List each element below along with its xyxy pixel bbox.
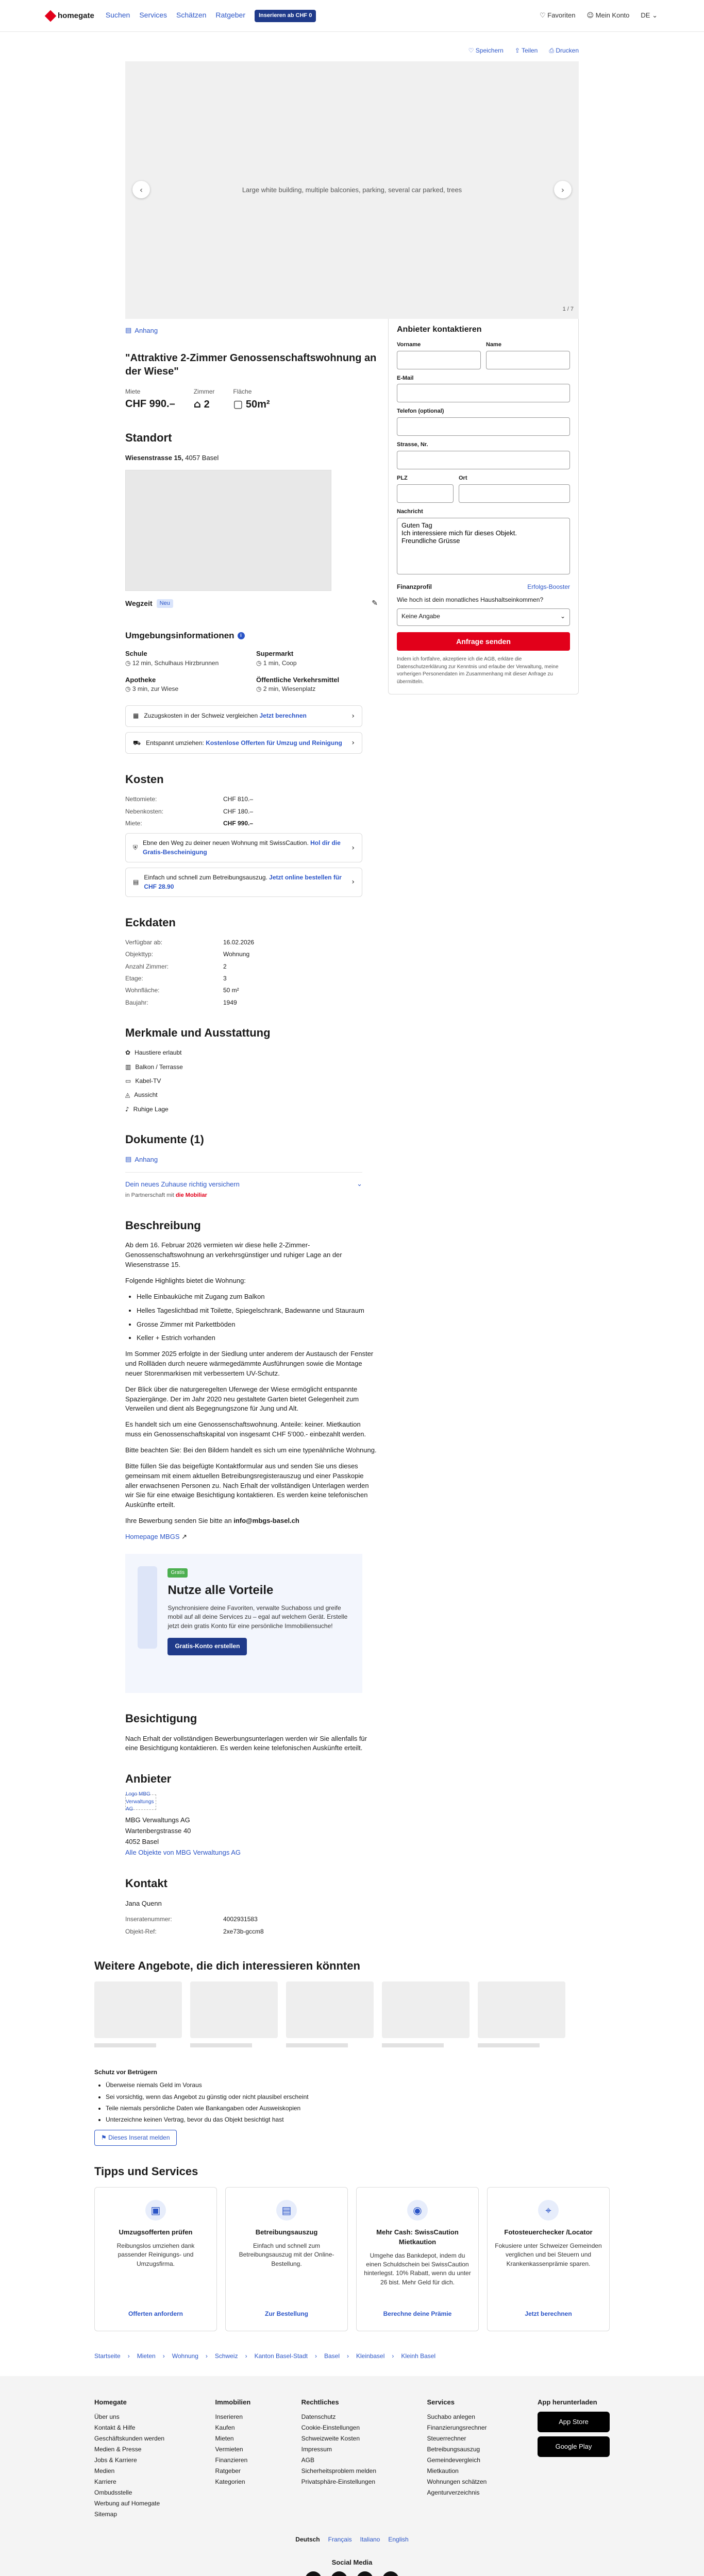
erfolgs-booster-link[interactable]: Erfolgs-Booster (527, 583, 570, 590)
fraud-protection: Schutz vor Betrügern • Überweise niemals Geld im Voraus • Sei vorsichtig, wenn das Angebot zu günstig oder nicht plausibel erscheint • Teile niemals persönliche Daten wie Bankangaben oder Ausweiskopien • Unterzeichne keinen Vertrag, bevor du das Objekt besichtigt hast ⚑ Dieses Inserat melden (94, 2068, 610, 2146)
paw-icon: ✿ (125, 1049, 131, 1057)
chevron-right-icon: › (351, 843, 355, 852)
chevron-right-icon: › (351, 711, 355, 720)
share-icon: ⇪ (514, 47, 520, 54)
gallery-next-button[interactable] (554, 181, 572, 198)
location-icon: ⌖ (538, 2200, 559, 2221)
attachment-link[interactable]: ▤ Anhang (125, 326, 378, 336)
anbieter-heading: Anbieter (125, 1772, 172, 1786)
language-links: Deutsch Français Italiano English (295, 2536, 409, 2544)
tip-card: ▤ Betreibungsauszug Einfach und schnell zum Betreibungsauszug mit der Online-Bestellung. Zur Bestellung (225, 2187, 348, 2331)
new-badge: Neu (157, 599, 173, 608)
share-button[interactable]: ⇪ Teilen (514, 47, 538, 54)
box-icon: ▣ (145, 2200, 166, 2221)
all-objects-link[interactable]: Alle Objekte von MBG Verwaltungs AG (125, 1848, 241, 1856)
tip-link[interactable]: Zur Bestellung (264, 2310, 308, 2317)
chevron-down-icon: ⌄ (560, 613, 565, 620)
balcony-icon: ▥ (125, 1063, 131, 1071)
tipps-heading: Tipps und Services (94, 2165, 198, 2178)
rent-label: Miete (125, 388, 141, 396)
nav-ratgeber[interactable]: Ratgeber (215, 11, 245, 20)
main-nav (106, 10, 316, 22)
account-link[interactable]: ☺ Mein Konto (586, 11, 630, 20)
email-input[interactable] (397, 384, 570, 402)
footer-col-rechtliches: Rechtliches Datenschutz Cookie-Einstellungen Schweizweite Kosten Impressum AGB Sicherheitsproblem melden Privatsphäre-Einstellungen (301, 2398, 377, 2486)
gallery-counter: 1 / 7 (562, 306, 574, 313)
clock-icon: ◷ (125, 685, 131, 693)
tip-link[interactable]: Jetzt berechnen (525, 2310, 572, 2317)
footer-col-immobilien: Immobilien Inserieren Kaufen Mieten Vermieten Finanzieren Ratgeber Kategorien (215, 2398, 251, 2486)
wegzeit-row[interactable]: Wegzeit Neu ✎ (125, 598, 378, 608)
amenities-grid: Schule ◷ 12 min, Schulhaus Hirzbrunnen Supermarkt ◷ 1 min, Coop Apotheke ◷ 3 min, zur Wiese Öffentliche Verkehrsmittel ◷ 2 min, Wiesenplatz (125, 650, 340, 693)
rooms-icon: ⌂ (193, 397, 202, 410)
heart-icon: ♡ (468, 47, 474, 54)
name-input[interactable] (486, 351, 570, 369)
beschreibung-heading: Beschreibung (125, 1218, 201, 1232)
rooms-value: 2 (204, 398, 210, 410)
kosten-table: Nettomiete: CHF 810.– Nebenkosten: CHF 180.– Miete: CHF 990.– (125, 795, 254, 827)
recommendation-card[interactable] (382, 1981, 470, 2047)
gratis-badge: Gratis (167, 1568, 188, 1578)
location-map[interactable] (125, 470, 331, 591)
main-content: ▤ Anhang "Attraktive 2-Zimmer Genossenschaftswohnung an der Wiese" Miete CHF 990.– Zimmer ⌂ 2 Fläche ▢ 50m² Standort Wiesenstrasse 15, 4057 Basel Wegzeit Neu ✎ Umgebungsinformationen i Schule ◷ 12 min, Schulhaus Hirzbrunnen Supermarkt ◷ 1 min, Coop Apotheke ◷ 3 min, zur Wiese Öffentliche Verkehrsmittel ◷ 2 min, Wiesenplatz ▦ Zuzugskosten in der Schweiz vergleichen Jetzt berechnen › ⛟ Entspannt umziehen: Kostenlose Offerten für Umzug und Reinigung › Kosten Nettomiete: CHF 810.– Nebenkosten: CHF 180.– Miete: CHF 990.– ⛨ Ebne den Weg zu deiner neuen Wohnung mit SwissCaution. Hol dir die Gratis-Bescheinigung › ▤ Einfach und schnell zum Betreibungsauszug. Jetzt online bestellen für CHF 28.90 › Eckdaten Verfügbar ab: 16.02.2026 Objekttyp: Wohnung Anzahl Zimmer: 2 Etage: 3 Wohnfläche: 50 m² Baujahr: 1949 Merkmale und Ausstattung ✿ Haustiere erlaubt ▥ Balkon / Terrasse ▭ Kabel-TV ◬ Aussicht ♪ Ruhige Lage Dokumente (1) ▤ Anhang Dein neues Zuhause richtig versichern in Partnerschaft mit die Mobiliar ⌄ Beschreibung Ab dem 16. Februar 2026 vermieten wir diese helle 2-Zimmer-Genossenschaftswohnung an verkehrsgünstiger und ruhiger Lage an der Wiesenstrasse 15. Folgende Highlights bietet die Wohnung: • Helle Einbauküche mit Zugang zum Balkon • Helles Tageslichtbad mit Toilette, Spiegelschrank, Badewanne und Stauraum • Grosse Zimmer mit Parkettböden • Keller + Estrich vorhanden Im Sommer 2025 erfolgte in der Siedlung unter anderem der Austausch der Fenster und Rollläden durch neuere wärmegedämmte Ausführungen sowie die Montage neuer Storenmarkisen mit verbessertem UV-Schutz. Der Blick über die naturgeregelten Uferwege der Wiese ermöglicht entspannte Spaziergänge. Der im Jahr 2020 neu gestaltete Garten bietet Gelegenheit zum Verweilen und dient als Begegnungszone für Jung und Alt. Es handelt sich um eine Genossenschaftswohnung. Anteile: keiner. Mietkaution muss ein Genossenschaftskapital von insgesamt CHF 5'000.- einbezahlt werden. Bitte beachten Sie: Bei den Bildern handelt es sich um eine typenähnliche Wohnung. Bitte füllen Sie das beigefügte Kontaktformular aus und senden Sie uns dieses gemeinsam mit einem aktuellen Betreibungsregisterauszug und einer Passkopie aller erwachsenen Personen zu. Nach Erhalt der vollständigen Unterlagen werden wir Sie für eine etwaige Besichtigung kontaktieren. Es werden keine telefonischen Auskünfte erteilt. Ihre Bewerbung senden Sie bitte an info@mbgs-basel.ch Homepage MBGS ↗ Gratis Nutze alle Vorteile Synchronisiere deine Favoriten, verwalte Suchaboss und greife mobil auf all deine Services zu – egal auf welchem Gerät. Erstelle jetzt dein gratis Konto für eine persönliche Immobiliensuche! Gratis-Konto erstellen Besichtigung Nach Erhalt der vollständigen Bewerbungsunterlagen werden wir Sie allenfalls für eine Besichtigung kontaktieren. Es werden keine telefonischen Auskünfte erteilt. Anbieter Logo MBG Verwaltungs AG MBG Verwaltungs AG Wartenbergstrasse 40 4052 Basel Alle Objekte von MBG Verwaltungs AG Kontakt Jana Quenn Inseratenummer: 4002931583 Objekt-Ref: 2xe73b-gccm8 (125, 319, 378, 1940)
linkedin-icon[interactable] (357, 2571, 373, 2576)
homepage-link[interactable]: Homepage MBGS (125, 1532, 180, 1540)
logo-mark-icon (45, 10, 57, 22)
heart-icon: ♡ (539, 12, 546, 20)
swisscaution-card[interactable]: ⛨ Ebne den Weg zu deiner neuen Wohnung mit SwissCaution. Hol dir die Gratis-Bescheinigung › (125, 833, 362, 862)
app-store-badge[interactable]: App Store (538, 2412, 610, 2432)
message-textarea[interactable] (397, 518, 570, 574)
contact-email[interactable]: info@mbgs-basel.ch (233, 1517, 299, 1525)
phone-input[interactable] (397, 417, 570, 436)
coin-icon: ◉ (407, 2200, 428, 2221)
view-icon: ◬ (125, 1091, 130, 1099)
tip-link[interactable]: Offerten anfordern (128, 2310, 183, 2317)
send-request-button[interactable]: Anfrage senden (397, 632, 570, 651)
google-play-badge[interactable]: Google Play (538, 2436, 610, 2457)
site-footer (0, 2376, 704, 2576)
instagram-icon[interactable] (382, 2571, 399, 2576)
image-gallery[interactable] (125, 61, 579, 319)
recommendation-card[interactable] (190, 1981, 278, 2047)
area-value: 50m² (245, 398, 270, 410)
quiet-icon: ♪ (125, 1105, 129, 1113)
umzug-offerten-card[interactable]: ⛟ Entspannt umziehen: Kostenlose Offerten für Umzug und Reinigung › (125, 732, 362, 754)
mobiliar-logo: die Mobiliar (175, 1192, 207, 1198)
key-facts (125, 387, 378, 412)
clock-icon: ◷ (125, 659, 131, 667)
gallery-image-alt: Large white building, multiple balconies, parking, several car parked, trees (242, 185, 462, 194)
area-icon: ▢ (233, 397, 243, 410)
tip-card: ▣ Umzugsofferten prüfen Reibungslos umziehen dank passender Reinigungs- und Umzugsfirma. Offerten anfordern (94, 2187, 217, 2331)
dokumente-heading: Dokumente (1) (125, 1133, 204, 1146)
recommendation-card[interactable] (286, 1981, 374, 2047)
insurance-accordion[interactable]: Dein neues Zuhause richtig versichern in Partnerschaft mit die Mobiliar ⌄ (125, 1180, 362, 1200)
description: Ab dem 16. Februar 2026 vermieten wir diese helle 2-Zimmer-Genossenschaftswohnung an verkehrsgünstiger und ruhiger Lage an der Wiesenstrasse 15. Folgende Highlights bietet die Wohnung: • Helle Einbauküche mit Zugang zum Balkon • Helles Tageslichtbad mit Toilette, Spiegelschrank, Badewanne und Stauraum • Grosse Zimmer mit Parkettböden • Keller + Estrich vorhanden Im Sommer 2025 erfolgte in der Siedlung unter anderem der Austausch der Fenster und Rollläden durch neuere wärmegedämmte Ausführungen sowie die Montage neuer Storenmarkisen mit verbessertem UV-Schutz. Der Blick über die naturgeregelten Uferwege der Wiese ermöglicht entspannte Spaziergänge. Der im Jahr 2020 neu gestaltete Garten bietet Gelegenheit zum Verweilen und dient als Begegnungszone für Jung und Alt. Es handelt sich um eine Genossenschaftswohnung. Anteile: keiner. Mietkaution muss ein Genossenschaftskapital von insgesamt CHF 5'000.- einbezahlt werden. Bitte beachten Sie: Bei den Bildern handelt es sich um eine typenähnliche Wohnung. Bitte füllen Sie das beigefügte Kontaktformular aus und senden Sie uns dieses gemeinsam mit einem aktuellen Betreibungsregisterauszug und einer Passkopie aller erwachsenen Personen zu. Nach Erhalt der vollständigen Unterlagen werden wir Sie für eine etwaige Besichtigung kontaktieren. Es werden keine telefonischen Auskünfte erteilt. Ihre Bewerbung senden Sie bitte an info@mbgs-basel.ch Homepage MBGS ↗ (125, 1241, 378, 1542)
homegate-logo[interactable]: homegate (46, 10, 94, 22)
recommendation-card[interactable] (94, 1981, 182, 2047)
info-icon[interactable]: i (238, 632, 245, 639)
youtube-icon[interactable] (331, 2571, 347, 2576)
chevron-right-icon: › (351, 739, 355, 748)
external-link-icon: ↗ (181, 1533, 188, 1541)
facebook-icon[interactable] (305, 2571, 322, 2576)
footer-col-homegate: Homegate Über uns Kontakt & Hilfe Geschäftskunden werden Medien & Presse Jobs & Karriere Medien Karriere Ombudsstelle Werbung auf Homegate Sitemap (94, 2398, 165, 2518)
footer-col-services: Services Suchabo anlegen Finanzierungsrechner Steuerrechner Betreibungsauszug Gemeindevergleich Mietkaution Wohnungen schätzen Agenturverzeichnis (427, 2398, 487, 2497)
gallery-toolbar (125, 32, 579, 61)
vorname-input[interactable] (397, 351, 481, 369)
ort-input[interactable] (459, 484, 570, 503)
inserieren-button[interactable]: Inserieren ab CHF 0 (255, 10, 316, 22)
footer-col-apps: App herunterladen App Store Google Play (538, 2397, 610, 2520)
eckdaten-table: Verfügbar ab: 16.02.2026 Objekttyp: Wohnung Anzahl Zimmer: 2 Etage: 3 Wohnfläche: 50 m² Baujahr: 1949 (125, 938, 255, 1006)
dokument-link[interactable]: ▤ Anhang (125, 1155, 378, 1165)
tip-card: ◉ Mehr Cash: SwissCaution Mietkaution Umgehe das Bankdepot, indem du einen Schuldschein bei SwissCaution hinterlegst. 10% Rabatt, wenn du unter 26 bist. Mehr Geld für dich. Berechne deine Prämie (356, 2187, 479, 2331)
kontakt-heading: Kontakt (125, 1877, 167, 1890)
rooms-label: Zimmer (193, 388, 215, 396)
features-list: ✿ Haustiere erlaubt ▥ Balkon / Terrasse ▭ Kabel-TV ◬ Aussicht ♪ Ruhige Lage (125, 1048, 378, 1114)
create-account-button[interactable]: Gratis-Konto erstellen (167, 1638, 247, 1655)
merkmale-heading: Merkmale und Ausstattung (125, 1026, 271, 1040)
document-icon: ▤ (276, 2200, 297, 2221)
account-promo: Gratis Nutze alle Vorteile Synchronisiere deine Favoriten, verwalte Suchaboss und greife mobil auf all deine Services zu – egal auf welchem Gerät. Erstelle jetzt dein gratis Konto für eine persönliche Immobiliensuche! Gratis-Konto erstellen (125, 1554, 362, 1693)
nav-services[interactable]: Services (139, 11, 167, 20)
edit-icon[interactable]: ✎ (372, 599, 378, 608)
recommendation-card[interactable] (478, 1981, 565, 2047)
legal-note: Indem ich fortfahre, akzeptiere ich die AGB, erkläre die Datenschutzerklärung zur Kenntnis und erlaube der Verwaltung, meine vorherigen Personendaten im Zusammenhang mit dieser Anfrage zu übermitteln. (397, 656, 559, 685)
favorites-link[interactable]: ♡ Favoriten (539, 11, 576, 20)
standort-heading: Standort (125, 431, 172, 444)
eckdaten-heading: Eckdaten (125, 916, 176, 929)
contact-name: Jana Quenn (125, 1900, 162, 1908)
area-label: Fläche (233, 388, 252, 396)
income-select[interactable]: Keine Angabe ⌄ (397, 608, 570, 626)
clock-icon: ◷ (256, 685, 262, 693)
language-switch[interactable]: DE ⌄ (641, 11, 658, 20)
plz-input[interactable] (397, 484, 454, 503)
report-listing-button[interactable]: ⚑ Dieses Inserat melden (94, 2130, 177, 2146)
finanzprofil-row: Finanzprofil Erfolgs-Booster (397, 583, 570, 591)
print-button[interactable]: ⎙ Drucken (549, 47, 579, 54)
shield-icon: ⛨ (133, 844, 138, 852)
besichtigung-heading: Besichtigung (125, 1711, 197, 1725)
chevron-down-icon: ⌄ (357, 1180, 362, 1188)
gallery-prev-button[interactable] (132, 181, 150, 198)
truck-icon: ⛟ (133, 739, 141, 747)
betreibungsauszug-card[interactable]: ▤ Einfach und schnell zum Betreibungsauszug. Jetzt online bestellen für CHF 28.90 › (125, 868, 362, 897)
save-button[interactable]: ♡ Speichern (468, 47, 504, 54)
document-icon: ▤ (125, 1155, 132, 1163)
flag-icon: ⚑ (101, 2133, 107, 2141)
chevron-down-icon: ⌄ (652, 12, 658, 20)
contact-form: Anbieter kontaktieren Vorname Name E-Mail Telefon (optional) Strasse, Nr. PLZ Ort Nachricht Guten Tag Ich interessiere mich für dieses Objekt. Freundliche Grüsse Finanzprofil Erfolgs-Booster Wie hoch ist dein monatliches Haushaltseinkommen? Keine Angabe ⌄ Anfrage senden Indem ich fortfahre, akzeptiere ich die AGB, erkläre die Datenschutzerklärung zur Kenntnis und erlaube der Verwaltung, meine vorherigen Personendaten im Zusammenhang mit dieser Anfrage zu übermitteln. (388, 315, 579, 694)
reference-table: Inseratenummer: 4002931583 Objekt-Ref: 2xe73b-gccm8 (125, 1916, 264, 1935)
zuzugskosten-card[interactable]: ▦ Zuzugskosten in der Schweiz vergleichen Jetzt berechnen › (125, 705, 362, 727)
tip-link[interactable]: Berechne deine Prämie (383, 2310, 452, 2317)
clock-icon: ◷ (256, 659, 262, 667)
chevron-left-icon: ‹ (139, 184, 143, 195)
recommendations (94, 1981, 610, 2047)
breadcrumb: Startseite › Mieten › Wohnung › Schweiz › Kanton Basel-Stadt › Basel › Kleinbasel › Kleinh Basel (94, 2352, 436, 2360)
tips-grid (94, 2187, 610, 2331)
document-icon: ▤ (133, 878, 139, 886)
street-input[interactable] (397, 451, 570, 469)
agency-logo: Logo MBG Verwaltungs AG (125, 1794, 156, 1810)
tip-card: ⌖ Fotosteuerchecker /Locator Fokusiere unter Schweizer Gemeinden verglichen und bei Steuern und Krankenkassenprämie sparen. Jetzt berechnen (487, 2187, 610, 2331)
calculator-icon: ▦ (133, 712, 139, 720)
listing-title: "Attraktive 2-Zimmer Genossenschaftswohnung an der Wiese" (125, 352, 377, 378)
nav-suchen[interactable]: Suchen (105, 11, 130, 20)
agency-address: MBG Verwaltungs AG Wartenbergstrasse 40 4052 Basel Alle Objekte von MBG Verwaltungs AG (125, 1816, 241, 1856)
user-icon: ☺ (586, 12, 594, 20)
document-icon: ▤ (125, 327, 132, 335)
chevron-right-icon: › (351, 878, 355, 887)
site-header (0, 0, 704, 32)
promo-illustration (138, 1566, 157, 1649)
chevron-right-icon: › (561, 184, 565, 195)
kosten-heading: Kosten (125, 773, 164, 786)
social-media: Social Media (0, 2558, 704, 2576)
address: Wiesenstrasse 15, 4057 Basel (125, 453, 219, 462)
print-icon: ⎙ (549, 47, 554, 54)
rent-value: CHF 990.– (125, 398, 175, 410)
nav-schaetzen[interactable]: Schätzen (176, 11, 207, 20)
weitere-heading: Weitere Angebote, die dich interessieren könnten (94, 1959, 360, 1972)
umgebung-heading: Umgebungsinformationen i (125, 630, 378, 642)
tv-icon: ▭ (125, 1077, 131, 1084)
